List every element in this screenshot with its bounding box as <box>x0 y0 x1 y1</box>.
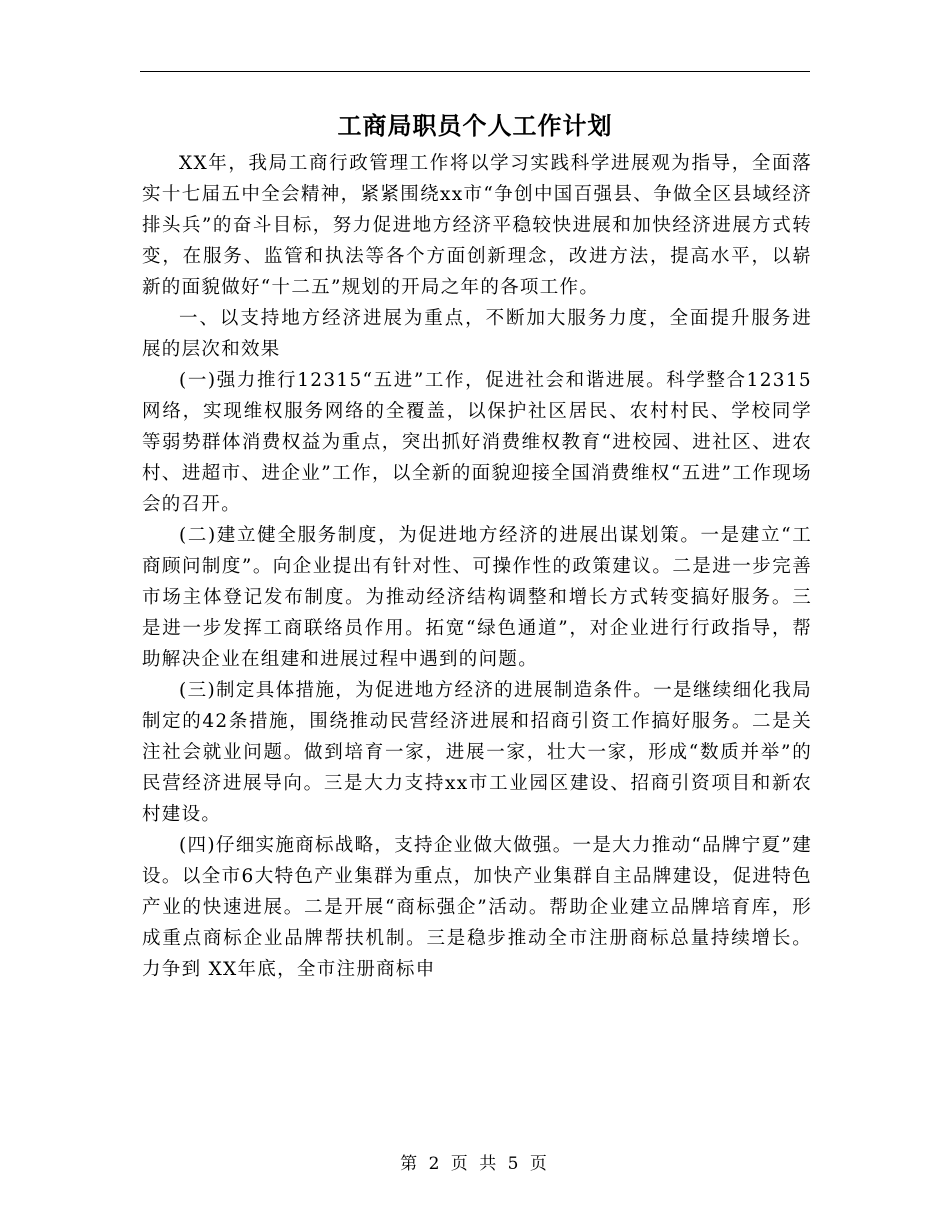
paragraph-intro: XX年，我局工商行政管理工作将以学习实践科学进展观为指导，全面落实十七届五中全会精神，紧紧围绕xx市“争创中国百强县、争做全区县域经济排头兵”的奋斗目标，努力促进地方经济平稳较快进展和加快经济进展方式转变，在服务、监管和执法等各个方面创新理念，改进方法，提高水平，以崭新的面貌做好“十二五”规划的开局之年的各项工作。 <box>142 153 812 298</box>
page-number: 第 2 页 共 5 页 <box>400 1154 550 1174</box>
paragraph-item-4: (四)仔细实施商标战略，支持企业做大做强。一是大力推动“品牌宁夏”建设。以全市6大特色产业集群为重点，加快产业集群自主品牌建设，促进特色产业的快速进展。二是开展“商标强企”活动。帮助企业建立品牌培育库，形成重点商标企业品牌帮扶机制。三是稳步推动全市注册商标总量持续增长。力争到 XX年底，全市注册商标申 <box>142 835 812 980</box>
document-body <box>142 148 812 985</box>
paragraph-item-2: (二)建立健全服务制度，为促进地方经济的进展出谋划策。一是建立“工商顾问制度”。向企业提出有针对性、可操作性的政策建议。二是进一步完善市场主体登记发布制度。为推动经济结构调整和增长方式转变搞好服务。三是进一步发挥工商联络员作用。拓宽“绿色通道”，对企业进行行政指导，帮助解决企业在组建和进展过程中遇到的问题。 <box>142 525 812 670</box>
paragraph-section-heading: 一、以支持地方经济进展为重点，不断加大服务力度，全面提升服务进展的层次和效果 <box>142 308 812 360</box>
paragraph-item-1: (一)强力推行12315“五进”工作，促进社会和谐进展。科学整合12315网络，实现维权服务网络的全覆盖，以保护社区居民、农村村民、学校同学等弱势群体消费权益为重点，突出抓好消费维权教育“进校园、进社区、进农村、进超市、进企业”工作，以全新的面貌迎接全国消费维权“五进”工作现场会的召开。 <box>142 370 812 515</box>
document-title: 工商局职员个人工作计划 <box>337 112 613 140</box>
header-rule <box>140 71 810 72</box>
paragraph-item-3: (三)制定具体措施，为促进地方经济的进展制造条件。一是继续细化我局制定的42条措施，围绕推动民营经济进展和招商引资工作搞好服务。二是关注社会就业问题。做到培育一家，进展一家，壮大一家，形成“数质并举”的民营经济进展导向。三是大力支持xx市工业园区建设、招商引资项目和新农村建设。 <box>142 680 812 825</box>
